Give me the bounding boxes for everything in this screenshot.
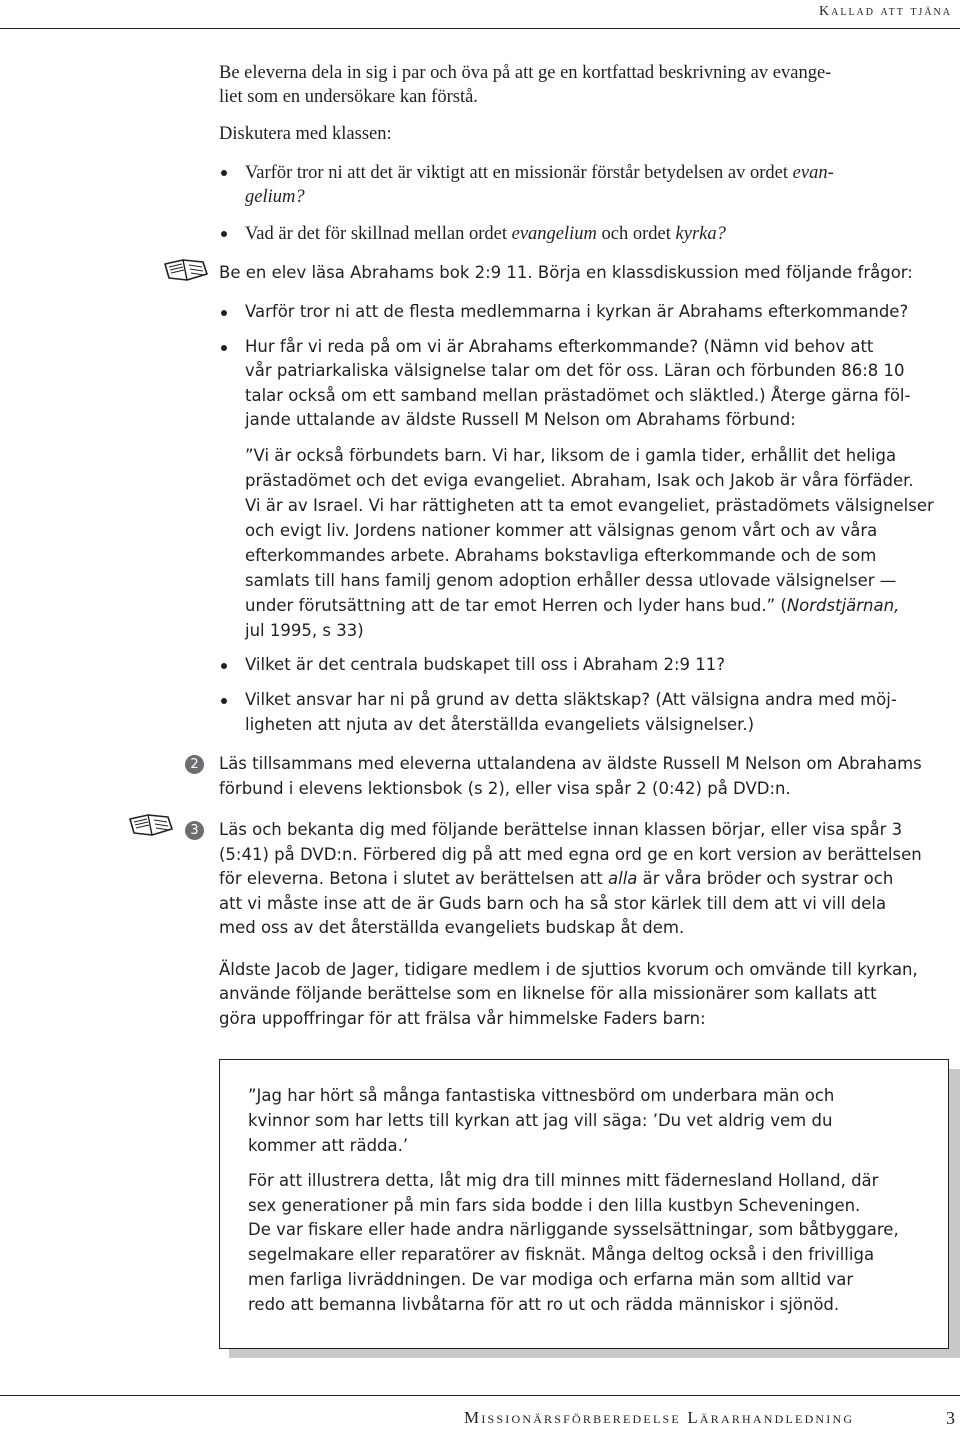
sans-bullet-4-line-2: ligheten att njuta av det återställda evangeliets välsignelser.) [245,715,755,734]
open-book-icon [163,256,209,284]
nelson-quote-line-6: samlats till hans familj genom adoption erhåller dessa utlovade välsignelser — [245,571,897,590]
sans-bullet-4-line-1: Vilket ansvar har ni på grund av detta släktskap? (Att välsigna andra med möj- [245,690,897,709]
discuss-intro: Diskutera med klassen: [219,124,392,144]
bullet-1-emphasis: evan- [792,163,834,183]
nelson-quote-line-1: ”Vi är också förbundets barn. Vi har, liksom de i gamla tider, erhållit det heliga [245,446,897,465]
nelson-quote-line-3: Vi är av Israel. Vi har rättigheten att ta emot evangeliet, prästadömets välsignelser [245,496,934,515]
sans-bullet-2-line-2: vår patriarkaliska välsignelse talar om det för oss. Läran och förbunden 86:8 10 [245,361,905,380]
nelson-quote-line-2: prästadömet och det eviga evangeliet. Abraham, Isak och Jakob är våra förfäder. [245,471,914,490]
footer-rule [0,1395,960,1396]
sans-bullet-2-line-4: jande uttalande av äldste Russell M Nelson om Abrahams förbund: [245,410,796,429]
quote-box-p2-line-3: De var fiskare eller hade andra närliggande sysselsättningar, som båtbyggare, [248,1220,899,1239]
sans-bullet-1: Varför tror ni att de flesta medlemmarna i kyrkan är Abrahams efterkommande? [245,302,909,321]
bullet-2 [245,222,726,246]
read-abraham-line: Be en elev läsa Abrahams bok 2:9 11. Börja en klassdiskussion med följande frågor: [219,263,913,282]
quote-box-p2-line-1: För att illustrera detta, låt mig dra till minnes mitt fädernesland Holland, där [248,1171,879,1190]
sans-bullet-2-line-3: talar också om ett samband mellan prästadömet och släktled.) Återge gärna föl- [245,386,911,405]
nelson-quote-line-4: och evigt liv. Jordens nationer kommer att välsignas genom vårt och av våra [245,521,878,540]
bullet-2-text-b: och ordet [596,224,676,244]
open-book-icon [128,811,174,839]
bullet-1-line-1 [245,161,834,185]
step-3-line-5: med oss av det återställda evangeliets budskap åt dem. [219,918,685,937]
jager-intro-line-2: använde följande berättelse som en liknelse för alla missionärer som kallats att [219,984,877,1003]
nelson-quote-line-7 [245,594,899,619]
step-3-line-4: att vi måste inse att de är Guds barn och ha så stor kärlek till dem att vi vill dela [219,894,887,913]
step-3-line-1: Läs och bekanta dig med följande berättelse innan klassen börjar, eller visa spår 3 [219,820,903,839]
footer-title: Missionärsförberedelse Lärarhandledning [464,1408,855,1427]
step-number-3: 3 [185,821,204,840]
bullet-dot [221,170,227,176]
header-rule [0,28,960,29]
nelson-source-title: Nordstjärnan, [786,596,900,615]
bullet-dot [221,310,227,316]
step-2-line-2: förbund i elevens lektionsbok (s 2), eller visa spår 2 (0:42) på DVD:n. [219,779,791,798]
bullet-dot [221,345,227,351]
nelson-quote-text: under förutsättning att de tar emot Herren och lyder hans bud.” ( [245,596,787,615]
quote-box-p1-line-2: kvinnor som har letts till kyrkan att jag vill säga: ’Du vet aldrig vem du [248,1111,833,1130]
sans-bullet-2-line-1: Hur får vi reda på om vi är Abrahams efterkommande? (Nämn vid behov att [245,337,874,356]
nelson-source-date: jul 1995, s 33) [245,621,364,640]
quote-box-p2-line-2: sex generationer på min fars sida bodde i den lilla kustbyn Scheveningen. [248,1196,861,1215]
step-3-line-2: (5:41) på DVD:n. Förbered dig på att med egna ord ge en kort version av berättelsen [219,845,922,864]
quote-box-p2-line-4: segelmakare eller reparatörer av fisknät. Många deltog också i den frivilliga [248,1245,875,1264]
step-3-emphasis: alla [608,869,638,888]
running-header: Kallad att tjäna [819,4,952,19]
step-3-line-3 [219,867,893,892]
bullet-2-em-2: kyrka? [675,224,726,244]
quote-box-p2-line-6: redo att bemanna livbåtarna för att ro ut och rädda människor i sjönöd. [248,1295,840,1314]
step-3-text-b: är våra bröder och systrar och [637,869,894,888]
bullet-2-text-a: Vad är det för skillnad mellan ordet [245,224,512,244]
bullet-1-emphasis-cont: gelium? [245,187,305,207]
bullet-2-em-1: evangelium [511,224,597,244]
paragraph-pairs-line-1: Be eleverna dela in sig i par och öva på att ge en kortfattad beskrivning av evange- [219,63,832,83]
sans-bullet-3: Vilket är det centrala budskapet till oss i Abraham 2:9 11? [245,655,726,674]
bullet-1-text: Varför tror ni att det är viktigt att en missionär förstår betydelsen av ordet [245,163,793,183]
step-3-text-a: för eleverna. Betona i slutet av berättelsen att [219,869,608,888]
page-number: 3 [946,1408,955,1428]
bullet-dot [221,663,227,669]
step-2-line-1: Läs tillsammans med eleverna uttalandena av äldste Russell M Nelson om Abrahams [219,754,922,773]
jager-intro-line-1: Äldste Jacob de Jager, tidigare medlem i de sjuttios kvorum och omvände till kyrkan, [219,960,918,979]
bullet-dot [221,231,227,237]
nelson-quote-line-5: efterkommandes arbete. Abrahams bokstavliga efterkommande och de som [245,546,877,565]
step-number-2: 2 [185,755,204,774]
quote-box-p1-line-3: kommer att rädda.’ [248,1136,409,1155]
quote-box-p1-line-1: ”Jag har hört så många fantastiska vittnesbörd om underbara män och [248,1086,835,1105]
quote-box-p2-line-5: men farliga livräddningen. De var modiga och erfarna män som alltid var [248,1270,854,1289]
jager-intro-line-3: göra uppoffringar för att frälsa vår himmelske Faders barn: [219,1009,706,1028]
bullet-1-line-2 [245,185,305,209]
bullet-dot [221,698,227,704]
paragraph-pairs-line-2: liet som en undersökare kan förstå. [219,87,478,107]
